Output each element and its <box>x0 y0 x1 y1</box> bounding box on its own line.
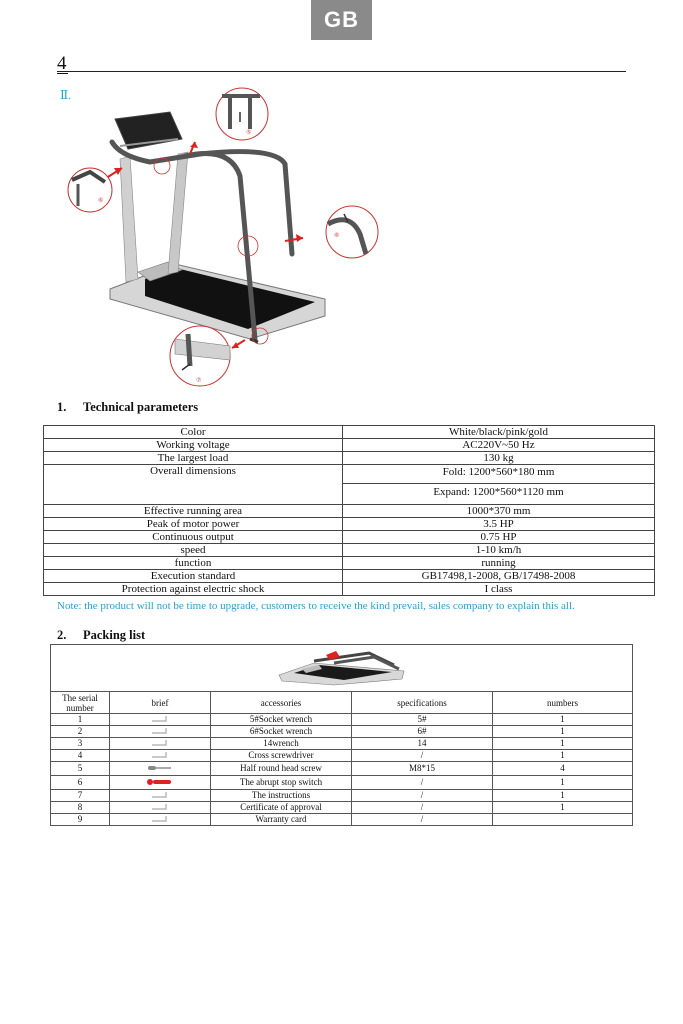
table-row <box>51 801 633 813</box>
product-image-cell <box>51 645 633 692</box>
param-label: Continuous output <box>44 531 343 544</box>
specification: M8*15 <box>352 761 493 775</box>
param-value: AC220V~50 Hz <box>343 439 655 452</box>
treadmill-assembly-illustration <box>60 84 390 394</box>
tech-heading-text: Technical parameters <box>83 400 199 414</box>
language-tab: GB <box>311 0 372 40</box>
table-row <box>44 531 655 544</box>
accessory-name: The abrupt stop switch <box>211 775 352 789</box>
accessory-name: 5#Socket wrench <box>211 714 352 726</box>
param-label: Effective running area <box>44 505 343 518</box>
serial-number: 5 <box>51 761 110 775</box>
specification: 6# <box>352 725 493 737</box>
quantity: 1 <box>493 801 633 813</box>
quantity: 1 <box>493 714 633 726</box>
serial-number: 8 <box>51 801 110 813</box>
table-row <box>51 737 633 749</box>
param-value: GB17498,1-2008, GB/17498-2008 <box>343 570 655 583</box>
tech-heading-number: 1. <box>57 400 67 414</box>
table-row <box>44 583 655 596</box>
serial-number: 7 <box>51 789 110 801</box>
quantity: 1 <box>493 737 633 749</box>
param-value: Expand: 1200*560*1120 mm <box>343 484 655 505</box>
table-row <box>51 813 633 825</box>
brief-cell <box>110 801 211 813</box>
callout-label: ⑤ <box>246 130 252 136</box>
quantity <box>493 813 633 825</box>
page-number: 4 <box>57 53 67 74</box>
param-label: Overall dimensions <box>44 465 343 505</box>
param-label: Peak of motor power <box>44 518 343 531</box>
detail-circle-bottom <box>170 326 230 386</box>
serial-number: 9 <box>51 813 110 825</box>
table-row <box>44 505 655 518</box>
brief-cell <box>110 737 211 749</box>
detail-circle-left <box>68 168 112 212</box>
packing-list-table <box>50 644 633 826</box>
screw-icon <box>146 764 174 774</box>
specification: / <box>352 749 493 761</box>
column-header: specifications <box>352 692 493 714</box>
table-row <box>51 775 633 789</box>
param-value: 3.5 HP <box>343 518 655 531</box>
brief-cell <box>110 725 211 737</box>
folded-treadmill-image <box>274 647 409 687</box>
param-label: function <box>44 557 343 570</box>
header-rule <box>57 71 626 72</box>
callout-label: ⑥ <box>334 233 340 239</box>
param-value: I class <box>343 583 655 596</box>
wrench-icon <box>150 791 170 801</box>
brief-cell <box>110 813 211 825</box>
param-value: White/black/pink/gold <box>343 426 655 439</box>
quantity: 1 <box>493 725 633 737</box>
quantity: 1 <box>493 789 633 801</box>
wrench-icon <box>150 739 170 749</box>
param-value: 1-10 km/h <box>343 544 655 557</box>
packing-heading-text: Packing list <box>83 628 146 642</box>
accessory-name: 6#Socket wrench <box>211 725 352 737</box>
param-label: Color <box>44 426 343 439</box>
table-row <box>51 725 633 737</box>
column-header: The serial number <box>51 692 110 714</box>
accessory-name: Certificate of approval <box>211 801 352 813</box>
param-value: running <box>343 557 655 570</box>
param-label: speed <box>44 544 343 557</box>
table-row <box>51 749 633 761</box>
serial-number: 2 <box>51 725 110 737</box>
upgrade-note: Note: the product will not be time to upgrade, customers to receive the kind prevail, sales company to explain this all. <box>57 600 575 612</box>
accessory-name: Half round head screw <box>211 761 352 775</box>
accessory-name: Cross screwdriver <box>211 749 352 761</box>
brief-cell <box>110 789 211 801</box>
specification: / <box>352 789 493 801</box>
table-row <box>44 557 655 570</box>
callout-label: ⑦ <box>196 378 202 384</box>
serial-number: 4 <box>51 749 110 761</box>
param-value: 0.75 HP <box>343 531 655 544</box>
detail-circle-right <box>326 206 378 258</box>
specification: / <box>352 801 493 813</box>
packing-list-heading <box>57 628 145 643</box>
wrench-icon <box>150 815 170 825</box>
param-value: Fold: 1200*560*180 mm <box>343 465 655 484</box>
param-label: Working voltage <box>44 439 343 452</box>
tech-params-heading <box>57 400 198 415</box>
quantity: 4 <box>493 761 633 775</box>
safety-key-icon <box>145 778 175 788</box>
brief-cell <box>110 749 211 761</box>
column-header: brief <box>110 692 211 714</box>
table-row <box>44 570 655 583</box>
detail-circle-top <box>216 88 268 140</box>
serial-number: 1 <box>51 714 110 726</box>
param-label: Execution standard <box>44 570 343 583</box>
brief-cell <box>110 714 211 726</box>
param-label: Protection against electric shock <box>44 583 343 596</box>
callout-label: ⑥ <box>98 198 104 204</box>
table-row <box>44 452 655 465</box>
product-image-row <box>51 645 633 692</box>
accessory-name: The instructions <box>211 789 352 801</box>
column-header: accessories <box>211 692 352 714</box>
wrench-icon <box>150 715 170 725</box>
quantity: 1 <box>493 749 633 761</box>
specification: 5# <box>352 714 493 726</box>
table-header-row <box>51 692 633 714</box>
table-row <box>44 426 655 439</box>
brief-cell <box>110 775 211 789</box>
wrench-icon <box>150 727 170 737</box>
quantity: 1 <box>493 775 633 789</box>
specification: 14 <box>352 737 493 749</box>
param-label: The largest load <box>44 452 343 465</box>
param-value: 130 kg <box>343 452 655 465</box>
specification: / <box>352 775 493 789</box>
wrench-icon <box>150 803 170 813</box>
section-roman-numeral: Ⅱ. <box>60 88 72 102</box>
page-number-underline <box>57 73 68 74</box>
table-row <box>51 714 633 726</box>
table-row <box>44 439 655 452</box>
table-row <box>51 761 633 775</box>
param-value: 1000*370 mm <box>343 505 655 518</box>
accessory-name: 14wrench <box>211 737 352 749</box>
serial-number: 6 <box>51 775 110 789</box>
serial-number: 3 <box>51 737 110 749</box>
brief-cell <box>110 761 211 775</box>
column-header: numbers <box>493 692 633 714</box>
table-row <box>44 465 655 484</box>
screwdriver-icon <box>150 751 170 761</box>
table-row <box>44 544 655 557</box>
table-row <box>51 789 633 801</box>
accessory-name: Warranty card <box>211 813 352 825</box>
tech-params-table <box>43 425 655 596</box>
table-row <box>44 518 655 531</box>
packing-heading-number: 2. <box>57 628 67 642</box>
specification: / <box>352 813 493 825</box>
